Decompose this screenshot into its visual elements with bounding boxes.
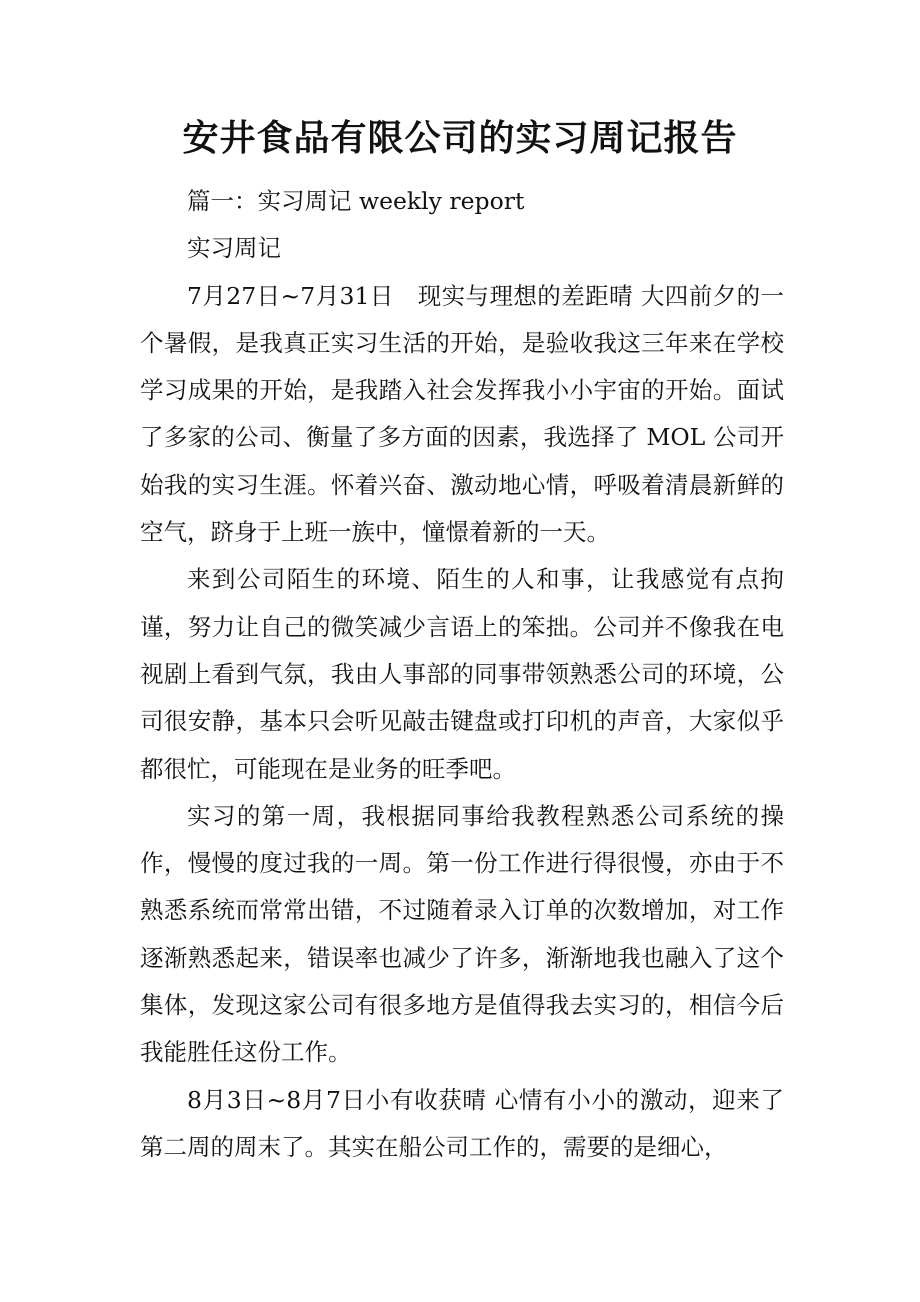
section-heading: 篇一：实习周记 weekly report [187,187,525,215]
paragraph: 来到公司陌生的环境、陌生的人和事，让我感觉有点拘谨，努力让自己的微笑减少言语上的笨拙。公司并不像我在电视剧上看到气氛，我由人事部的同事带领熟悉公司的环境，公司很安静，基本只会听见敲击键盘或打印机的声音，大家似乎都很忙，可能现在是业务的旺季吧。 [140,565,784,783]
subheading: 实习周记 [187,234,281,263]
paragraph: 8月3日~8月7日小有收获晴 心情有小小的激动，迎来了第二周的周末了。其实在船公司工作的，需要的是细心， [140,1085,784,1161]
paragraph: 实习的第一周，我根据同事给我教程熟悉公司系统的操作，慢慢的度过我的一周。第一份工作进行得很慢，亦由于不熟悉系统而常常出错，不过随着录入订单的次数增加，对工作逐渐熟悉起来，错误率也减少了许多，渐渐地我也融入了这个集体，发现这家公司有很多地方是值得我去实习的，相信今后我能胜任这份工作。 [140,801,784,1067]
document-body [140,178,784,1171]
paragraph: 7月27日~7月31日 现实与理想的差距晴 大四前夕的一个暑假，是我真正实习生活的开始，是验收我这三年来在学校学习成果的开始，是我踏入社会发挥我小小宇宙的开始。面试了多家的公司、衡量了多方面的因素，我选择了 MOL 公司开始我的实习生涯。怀着兴奋、激动地心情，呼吸着清晨新鲜的空气，跻身于上班一族中，憧憬着新的一天。 [140,281,784,547]
document-title: 安井食品有限公司的实习周记报告 [182,117,738,159]
